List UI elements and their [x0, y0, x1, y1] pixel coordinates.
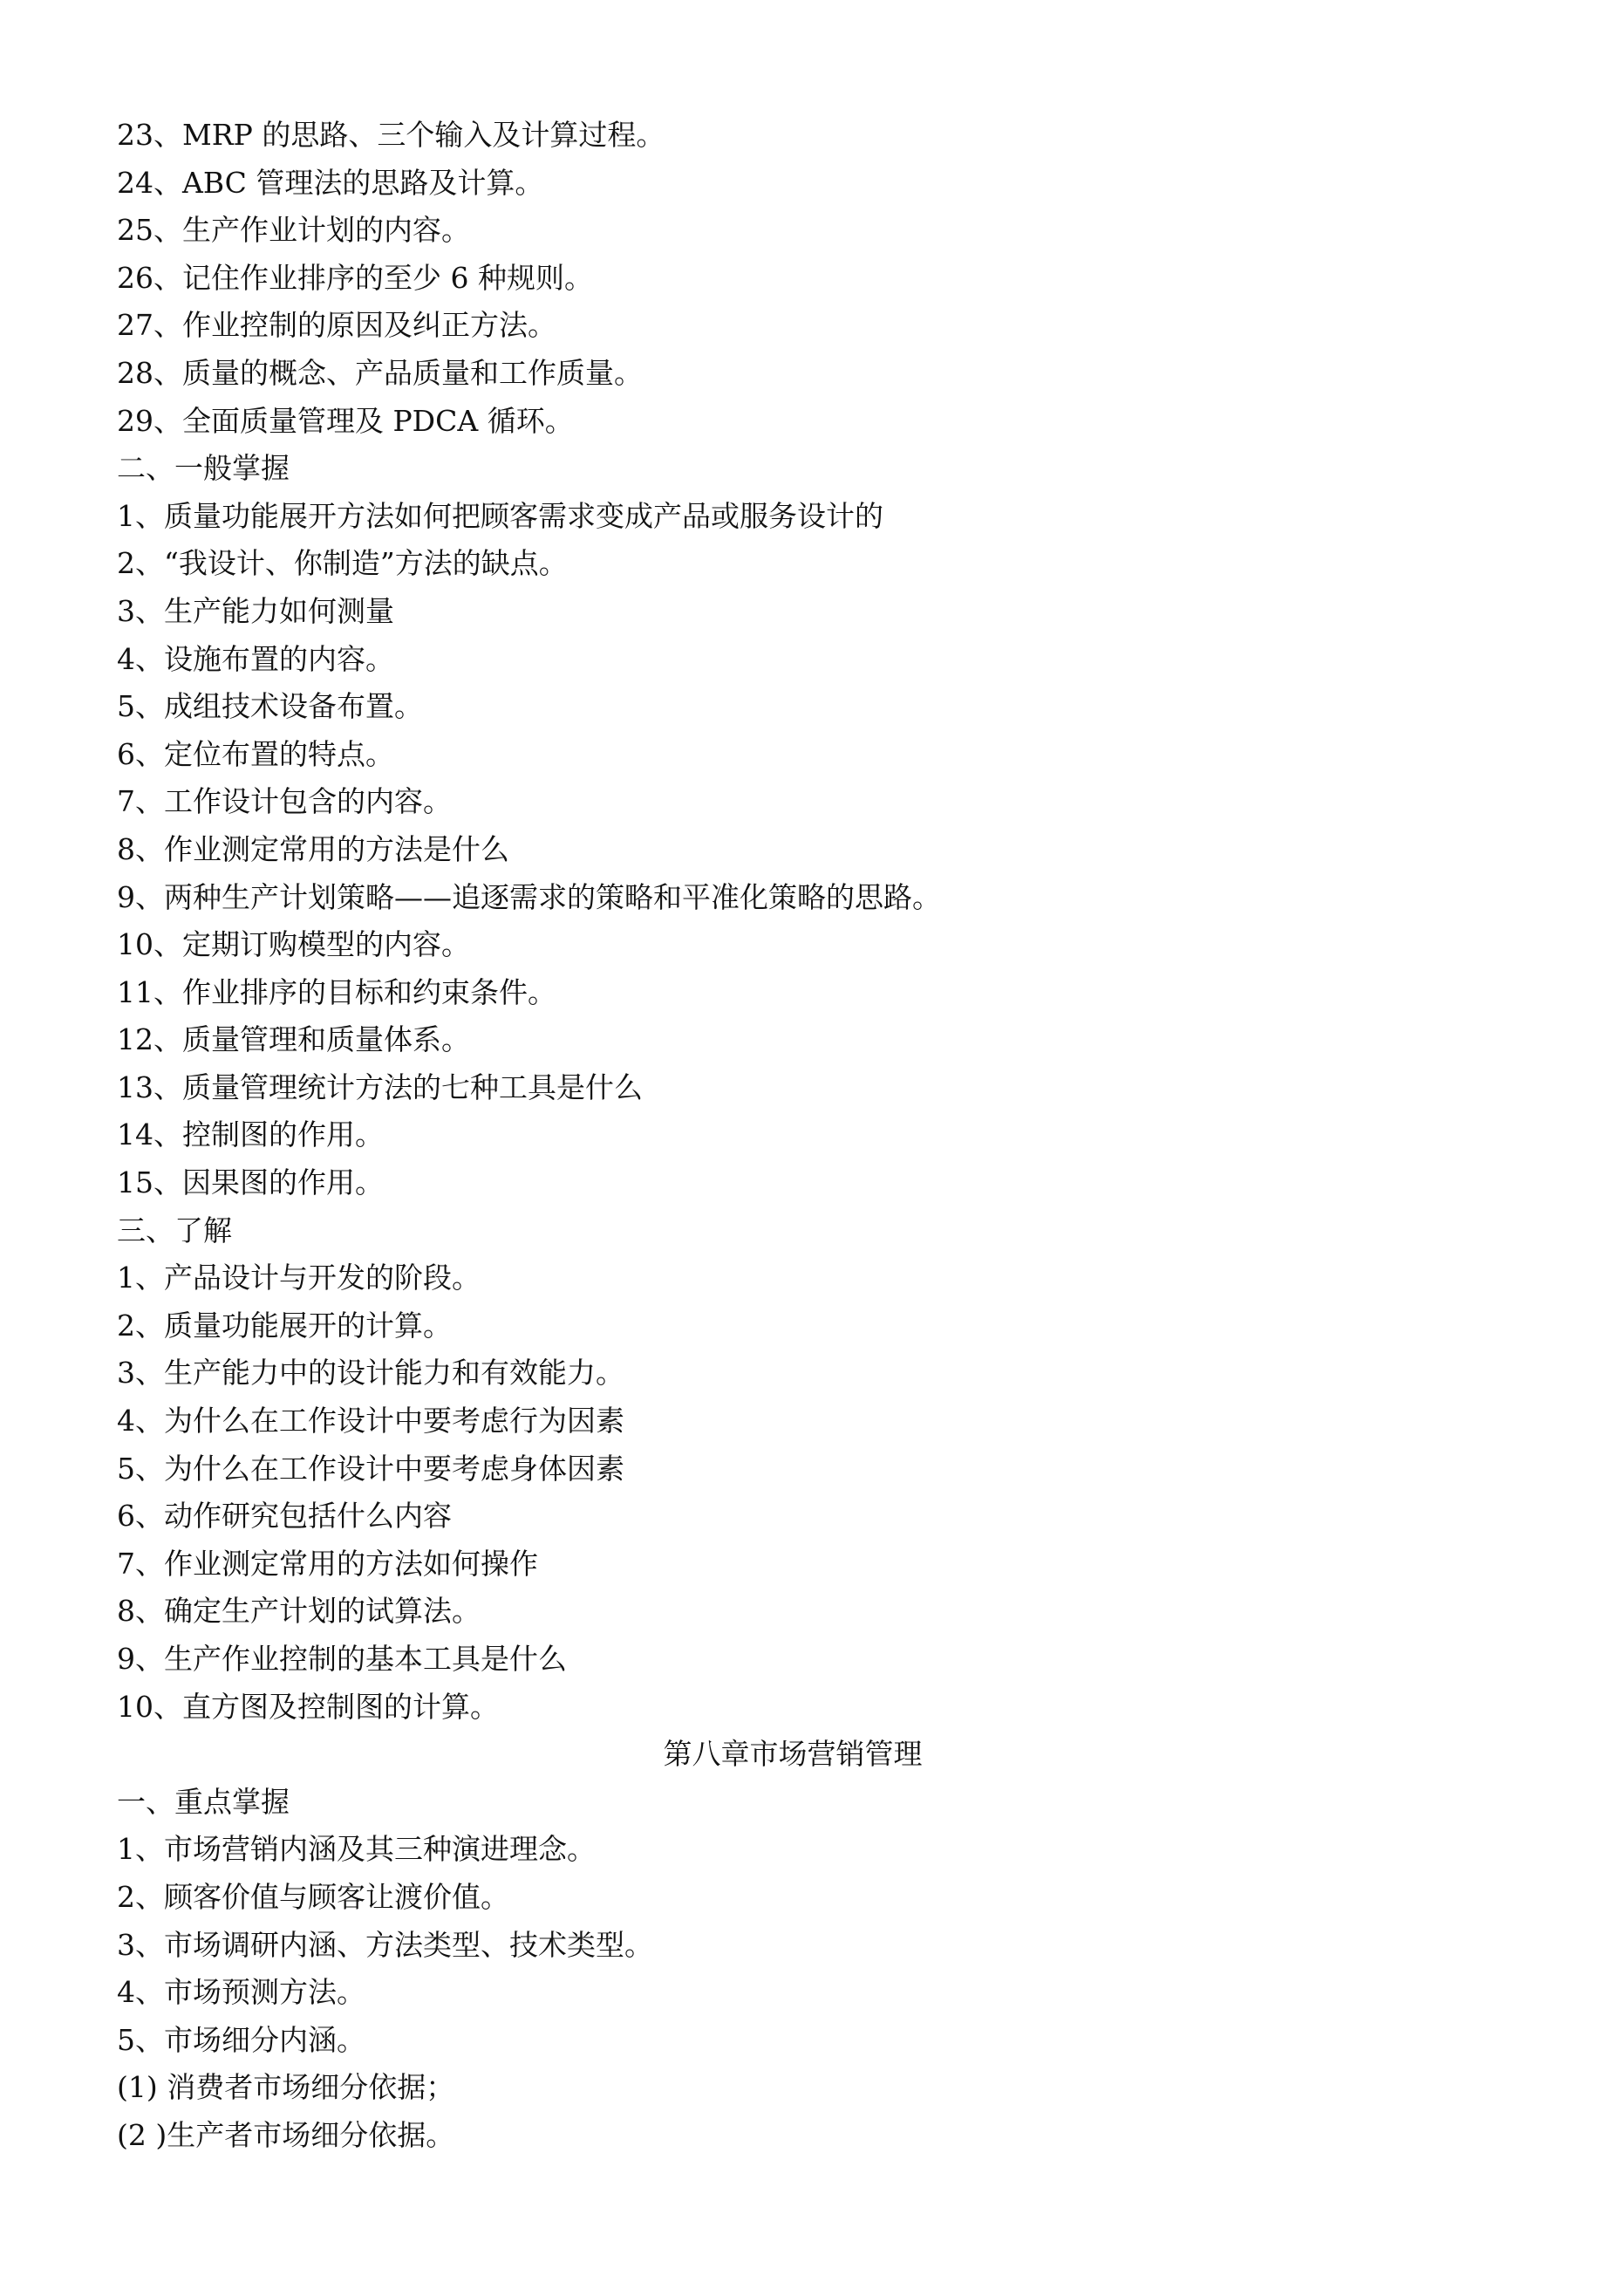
text-line: 7、作业测定常用的方法如何操作 — [117, 1546, 538, 1581]
text-line: 2、顾客价值与顾客让渡价值。 — [117, 1879, 509, 1914]
text-line: 4、为什么在工作设计中要考虑行为因素 — [117, 1404, 624, 1438]
text-line: 5、成组技术设备布置。 — [117, 689, 423, 724]
text-line: 1、市场营销内涵及其三种演进理念。 — [117, 1832, 596, 1867]
text-line: 一、重点掌握 — [117, 1784, 290, 1819]
text-line: 13、质量管理统计方法的七种工具是什么 — [117, 1069, 643, 1104]
text-line: 11、作业排序的目标和约束条件。 — [117, 974, 556, 1009]
text-line: 10、直方图及控制图的计算。 — [117, 1689, 499, 1724]
text-line: 28、质量的概念、产品质量和工作质量。 — [117, 355, 643, 390]
text-line: 1、产品设计与开发的阶段。 — [117, 1261, 481, 1295]
text-line: 5、为什么在工作设计中要考虑身体因素 — [117, 1451, 624, 1486]
text-line: 4、设施布置的内容。 — [117, 641, 394, 676]
text-line: 23、MRP 的思路、三个输入及计算过程。 — [117, 118, 665, 152]
text-line: 2、质量功能展开的计算。 — [117, 1308, 452, 1343]
text-line: 8、作业测定常用的方法是什么 — [117, 831, 509, 866]
text-line: 9、生产作业控制的基本工具是什么 — [117, 1642, 567, 1676]
text-line: 6、动作研究包括什么内容 — [117, 1499, 452, 1534]
text-line: 3、市场调研内涵、方法类型、技术类型。 — [117, 1927, 653, 1962]
text-line: (1) 消费者市场细分依据； — [117, 2070, 455, 2105]
text-line: 5、市场细分内涵。 — [117, 2022, 365, 2057]
text-line: 9、两种生产计划策略——追逐需求的策略和平准化策略的思路。 — [117, 879, 941, 914]
document-page — [117, 112, 1512, 2160]
text-line: (2 )生产者市场细分依据。 — [117, 2117, 455, 2152]
text-line: 27、作业控制的原因及纠正方法。 — [117, 308, 556, 343]
text-line: 25、生产作业计划的内容。 — [117, 213, 470, 248]
text-line: 26、记住作业排序的至少 6 种规则。 — [117, 260, 593, 295]
text-line: 24、ABC 管理法的思路及计算。 — [117, 165, 544, 200]
text-line: 7、工作设计包含的内容。 — [117, 784, 452, 819]
text-line: 4、市场预测方法。 — [117, 1975, 365, 2010]
text-line: 10、定期订购模型的内容。 — [117, 927, 470, 962]
text-line: 6、定位布置的特点。 — [117, 736, 394, 771]
chapter-heading: 第八章市场营销管理 — [663, 1737, 923, 1772]
text-line: 1、质量功能展开方法如何把顾客需求变成产品或服务设计的 — [117, 498, 883, 533]
text-line: 3、生产能力如何测量 — [117, 593, 394, 628]
text-line: 29、全面质量管理及 PDCA 循环。 — [117, 403, 574, 438]
text-line: 二、一般掌握 — [117, 451, 290, 486]
text-line: 三、了解 — [117, 1213, 232, 1247]
text-line: 12、质量管理和质量体系。 — [117, 1022, 470, 1057]
text-line: 3、生产能力中的设计能力和有效能力。 — [117, 1356, 624, 1391]
text-line: 15、因果图的作用。 — [117, 1165, 384, 1200]
text-line: 2、“我设计、你制造”方法的缺点。 — [117, 546, 568, 581]
text-line: 8、确定生产计划的试算法。 — [117, 1594, 481, 1629]
text-line: 14、控制图的作用。 — [117, 1117, 384, 1152]
